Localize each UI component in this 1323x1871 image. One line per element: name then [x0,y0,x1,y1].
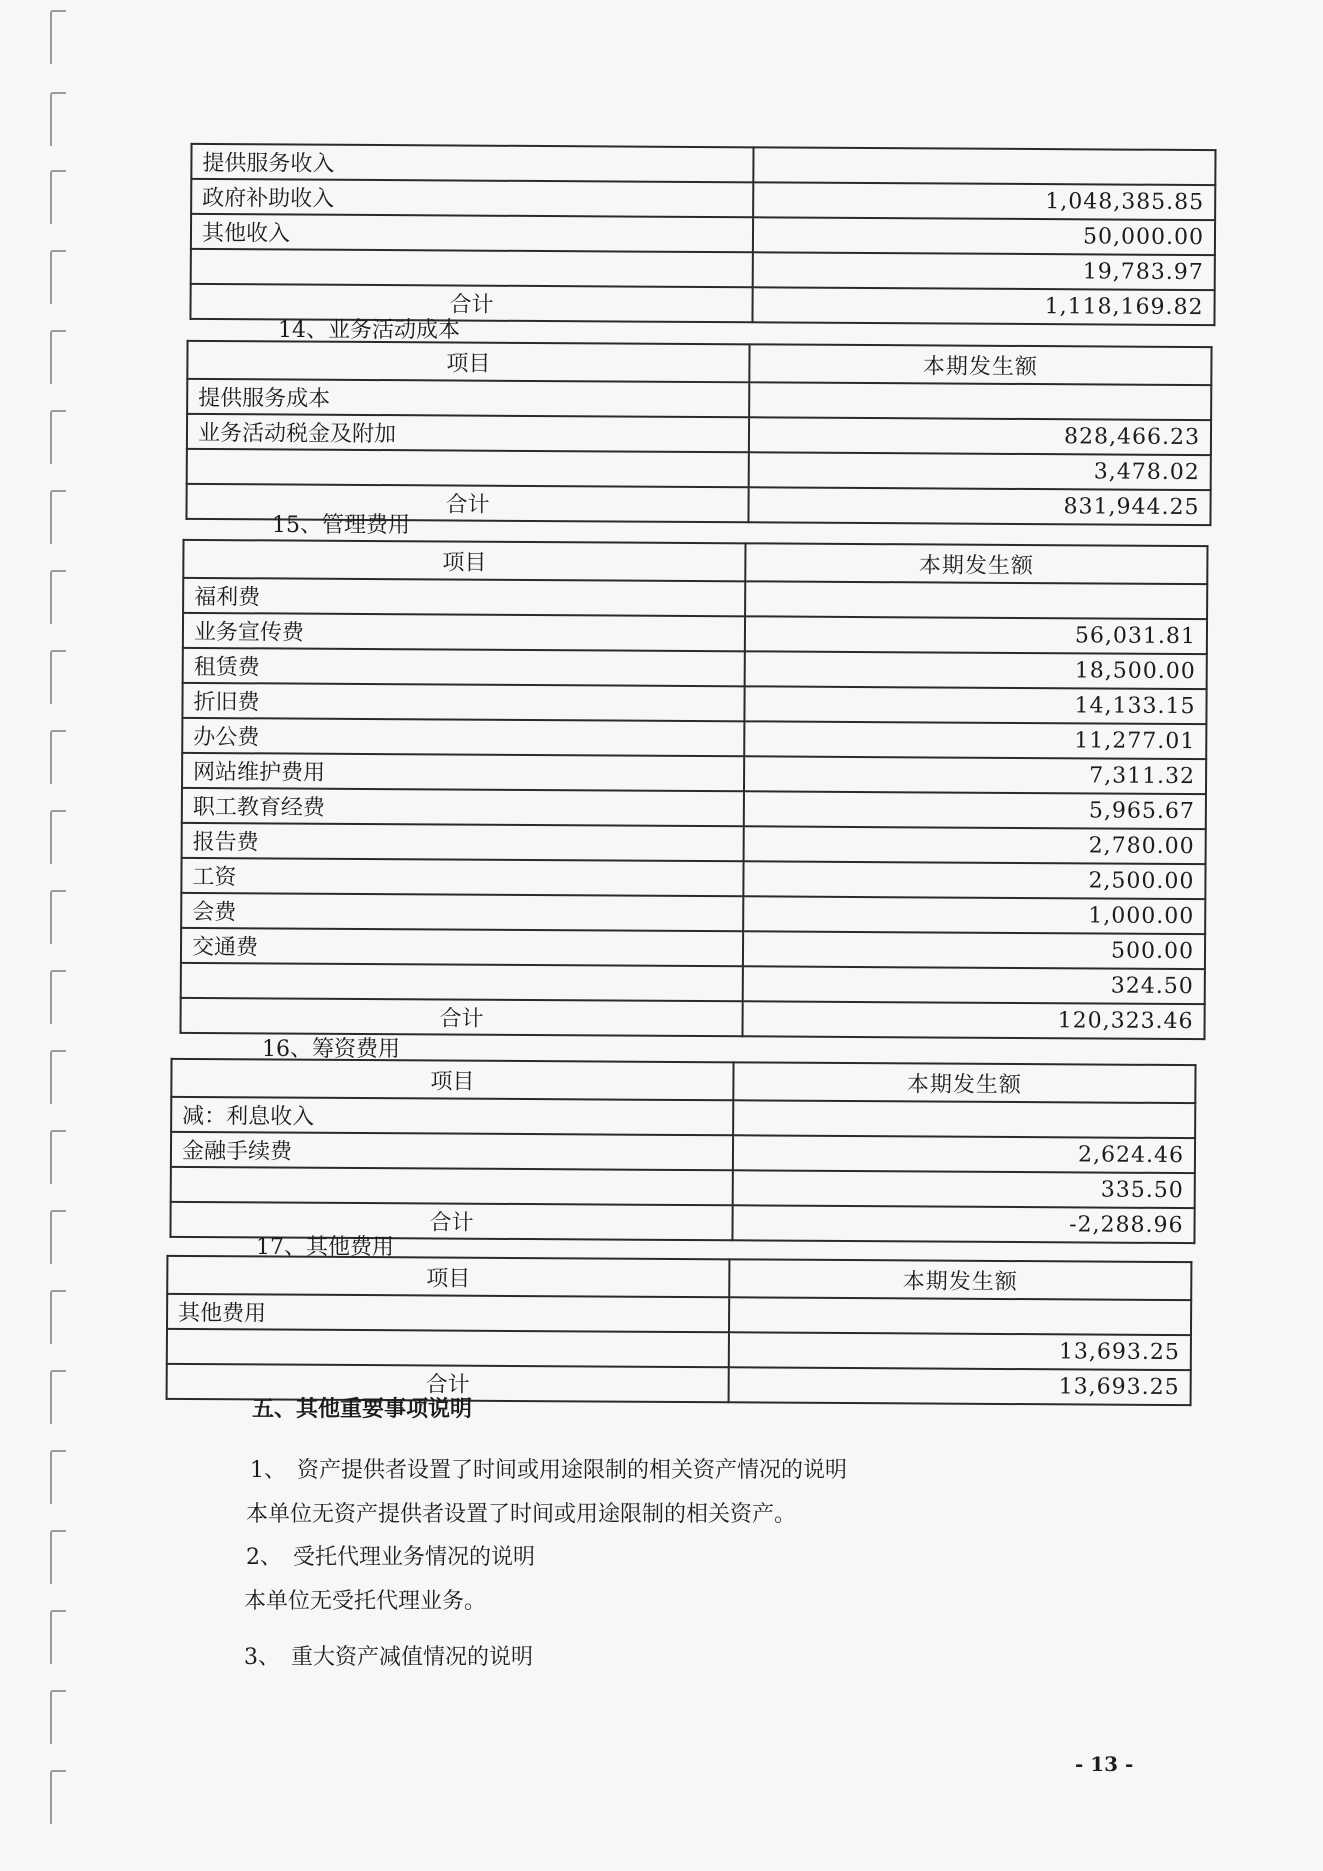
row-label: 业务宣传费 [183,613,745,651]
table-15-admin-expenses [179,539,1208,1040]
total-value: 831,944.25 [748,487,1210,525]
total-label: 合计 [170,1202,732,1240]
row-value: 50,000.00 [753,217,1215,255]
row-label: 办公费 [182,718,744,756]
header-item: 项目 [171,1059,733,1100]
row-value: 56,031.81 [745,616,1207,654]
header-item: 项目 [167,1256,729,1297]
row-value: 828,466.23 [749,417,1211,455]
row-value: 7,311.32 [744,756,1206,794]
row-label [181,963,743,1001]
row-label: 交通费 [181,928,743,966]
row-label: 提供服务成本 [187,379,749,417]
row-value [753,147,1215,185]
row-label: 租赁费 [183,648,745,686]
row-label: 其他收入 [191,214,753,252]
table-13-income [189,143,1216,326]
header-amount: 本期发生额 [745,543,1207,584]
row-value [745,581,1207,619]
row-label: 政府补助收入 [191,179,753,217]
note-2-title: 2、 受托代理业务情况的说明 [246,1545,535,1570]
section-17-heading: 17、其他费用 [256,1235,394,1260]
row-value [729,1297,1191,1335]
row-label [187,449,749,487]
total-value: -2,288.96 [732,1205,1194,1243]
header-amount: 本期发生额 [733,1062,1195,1103]
row-value: 11,277.01 [744,721,1206,759]
total-label: 合计 [181,998,743,1036]
section-16-heading: 16、筹资费用 [262,1037,400,1062]
total-label: 合计 [167,1364,729,1402]
table-17-other-expenses [166,1255,1193,1406]
header-item: 项目 [183,540,745,581]
row-value: 3,478.02 [749,452,1211,490]
row-label: 减：利息收入 [171,1097,733,1135]
row-value: 1,000.00 [743,896,1205,934]
row-value: 2,624.46 [733,1135,1195,1173]
row-label: 提供服务收入 [191,144,753,182]
row-label: 报告费 [182,823,744,861]
header-item: 项目 [187,341,749,382]
row-label: 网站维护费用 [182,753,744,791]
row-value: 14,133.15 [744,686,1206,724]
header-amount: 本期发生额 [749,344,1211,385]
row-value: 335.50 [733,1170,1195,1208]
row-value [749,382,1211,420]
row-label: 其他费用 [167,1294,729,1332]
row-label: 福利费 [183,578,745,616]
row-value: 2,780.00 [744,826,1206,864]
section-14-heading: 14、业务活动成本 [278,318,460,343]
row-label: 职工教育经费 [182,788,744,826]
row-value: 19,783.97 [753,252,1215,290]
row-label: 会费 [181,893,743,931]
row-label: 金融手续费 [171,1132,733,1170]
page-number: - 13 - [1075,1752,1134,1776]
row-label: 工资 [181,858,743,896]
row-label [191,249,753,287]
table-header-row [187,341,1211,385]
row-label [171,1167,733,1205]
total-label: 合计 [186,484,748,522]
table-header-row [171,1059,1195,1103]
total-value: 1,118,169.82 [752,287,1214,325]
table-14-business-cost [185,340,1212,526]
row-value [733,1100,1195,1138]
row-value: 13,693.25 [729,1332,1191,1370]
table-header-row [167,1256,1191,1300]
row-value: 5,965.67 [744,791,1206,829]
section-15-heading: 15、管理费用 [272,513,410,538]
row-value: 324.50 [743,966,1205,1004]
note-2-body: 本单位无受托代理业务。 [244,1589,487,1614]
table-16-financing-expenses [169,1058,1196,1244]
row-label: 折旧费 [182,683,744,721]
note-3-title: 3、 重大资产减值情况的说明 [244,1645,533,1670]
row-label [167,1329,729,1367]
total-value: 120,323.46 [742,1001,1204,1039]
header-amount: 本期发生额 [729,1259,1191,1300]
row-value: 500.00 [743,931,1205,969]
row-value: 18,500.00 [745,651,1207,689]
note-1-body: 本单位无资产提供者设置了时间或用途限制的相关资产。 [246,1502,797,1527]
note-1-title: 1、 资产提供者设置了时间或用途限制的相关资产情况的说明 [250,1458,847,1483]
notes-title: 五、其他重要事项说明 [252,1396,473,1422]
total-label: 合计 [190,284,752,322]
row-value: 2,500.00 [743,861,1205,899]
table-header-row [183,540,1207,584]
row-label: 业务活动税金及附加 [187,414,749,452]
total-value: 13,693.25 [729,1367,1191,1405]
row-value: 1,048,385.85 [753,182,1215,220]
